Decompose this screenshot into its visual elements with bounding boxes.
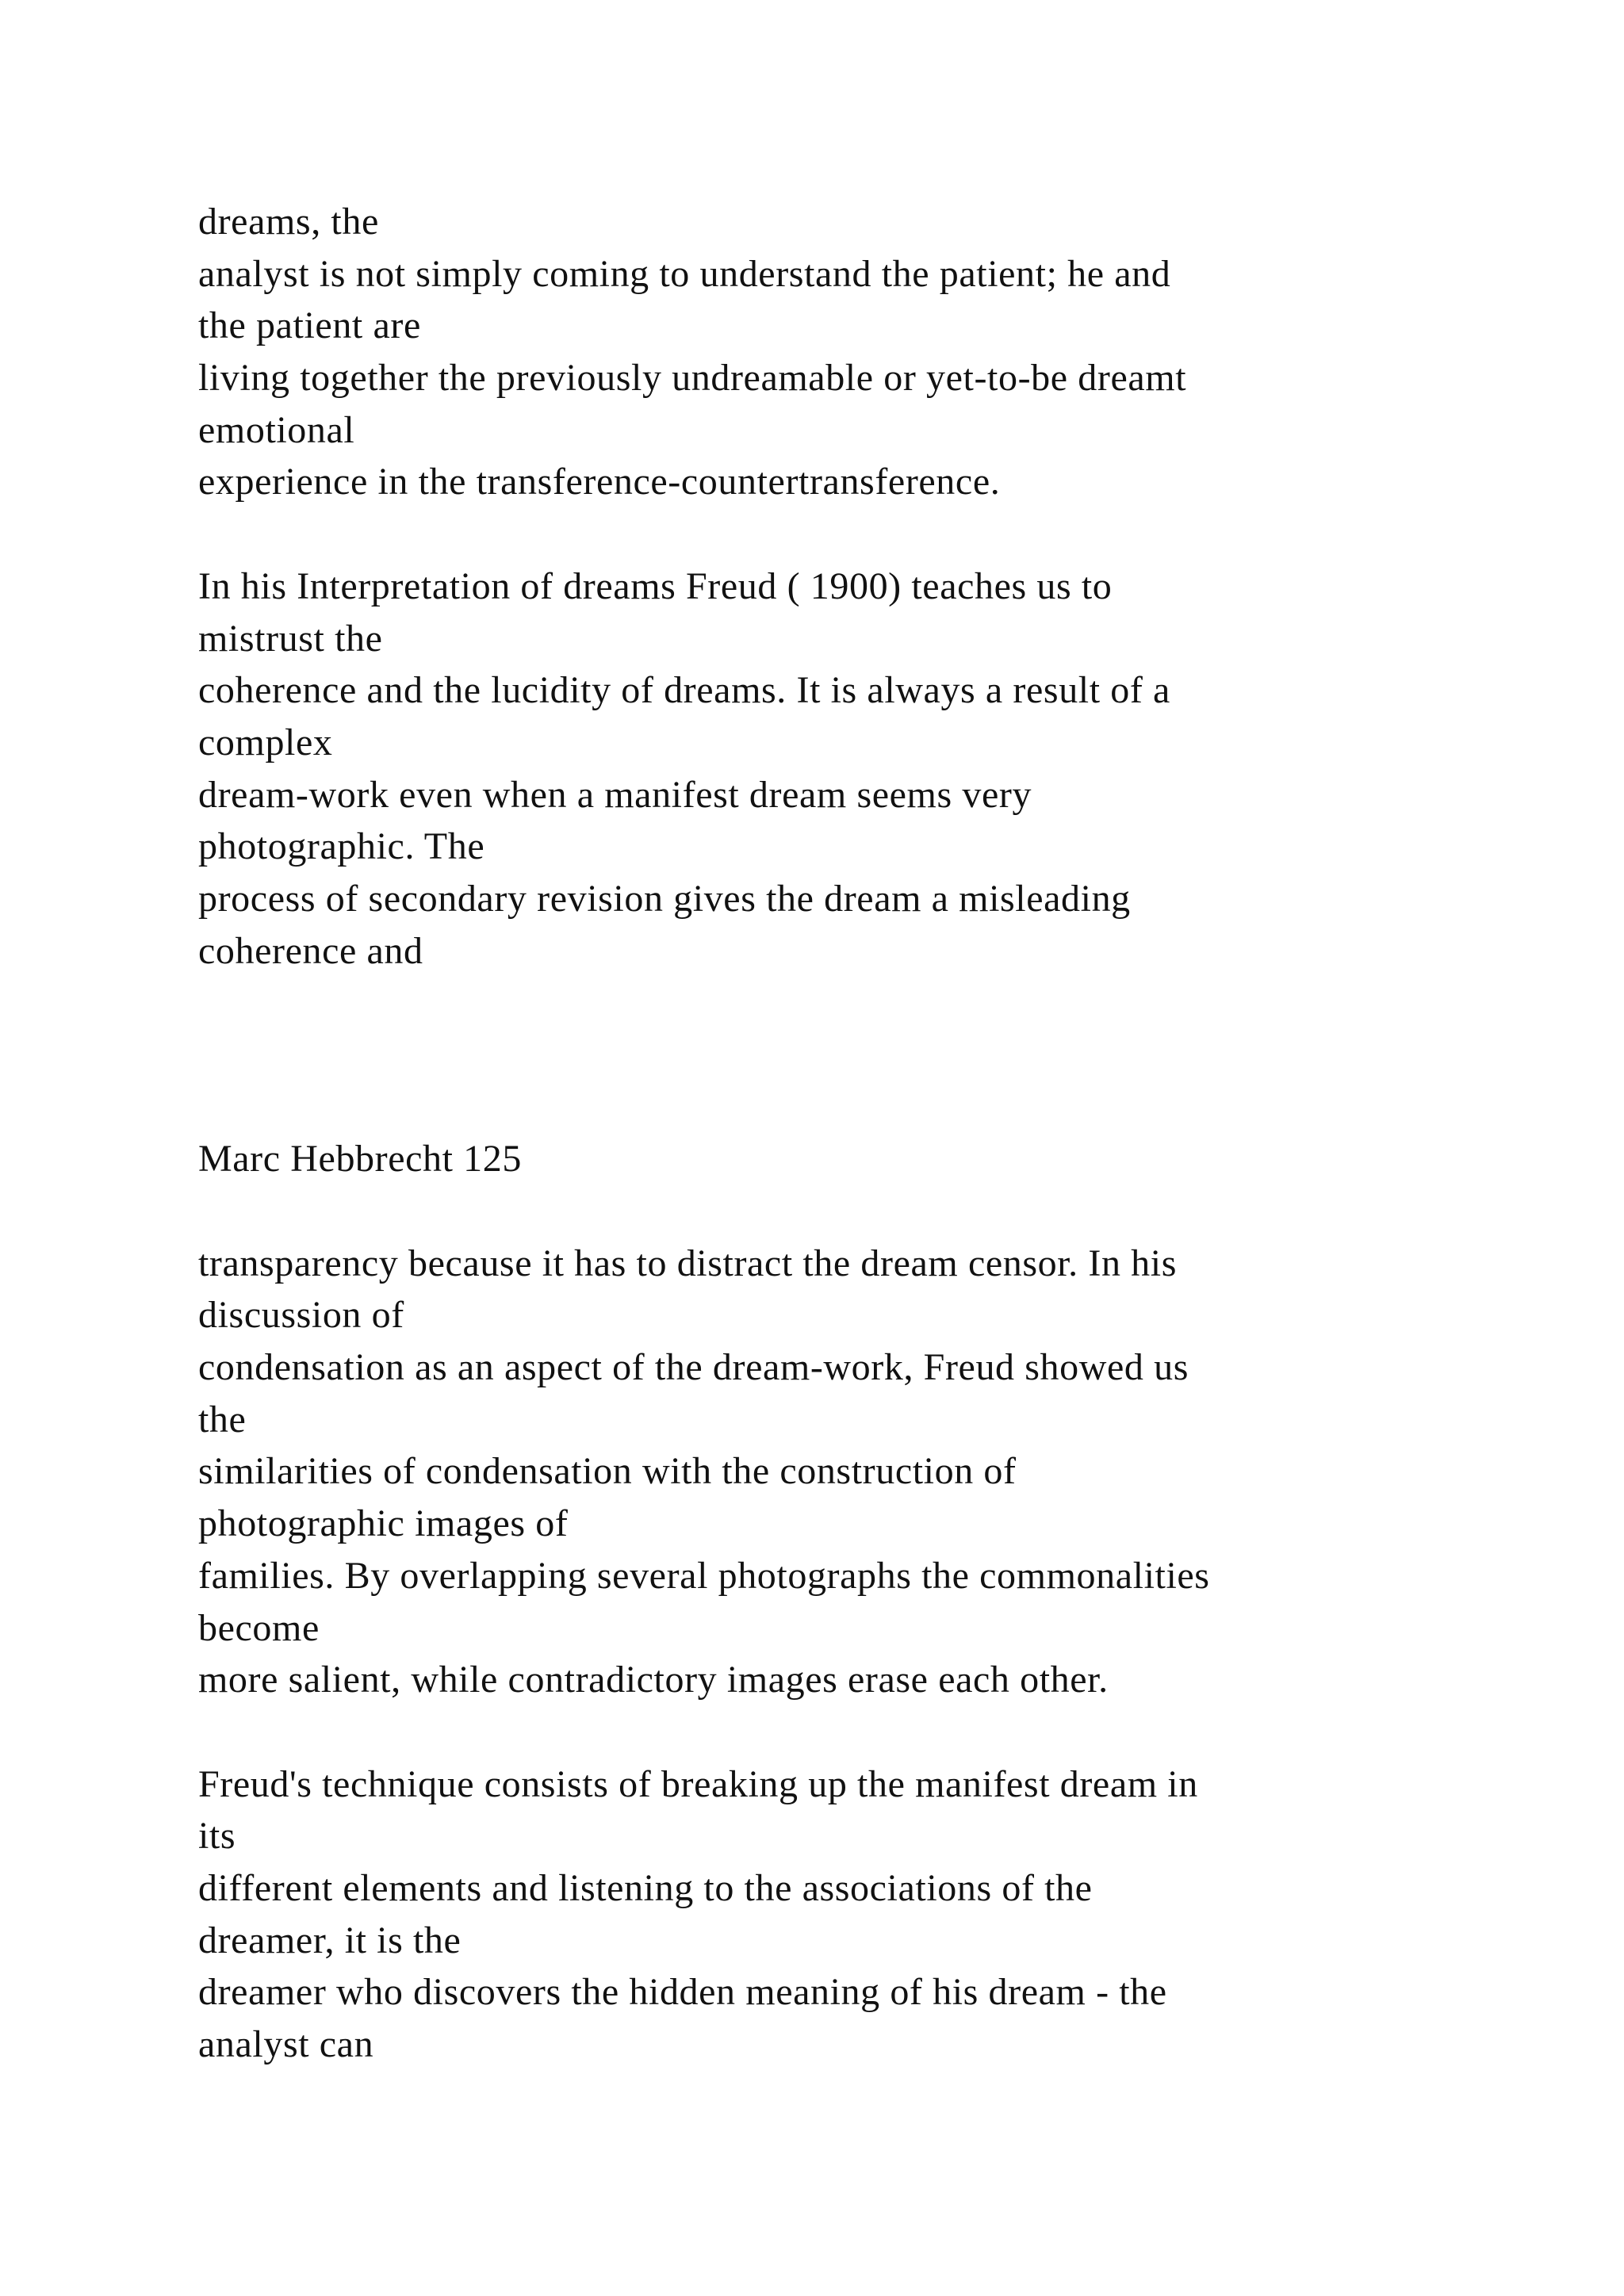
- text-line: dreams, the: [198, 201, 379, 243]
- text-line: different elements and listening to the associations of the: [198, 1866, 1093, 1909]
- text-line: coherence and: [198, 929, 423, 972]
- text-line: photographic. The: [198, 825, 485, 868]
- text-line: condensation as an aspect of the dream-work, Freud showed us: [198, 1346, 1189, 1389]
- paragraph-freud-technique: [198, 1758, 1507, 2071]
- text-line: coherence and the lucidity of dreams. It is always a result of a: [198, 669, 1170, 712]
- text-line: process of secondary revision gives the dream a misleading: [198, 877, 1131, 920]
- paragraph-spacer: [198, 1706, 1507, 1758]
- page-break-spacer: [198, 977, 1507, 1133]
- document-body: [198, 196, 1507, 2071]
- running-header: Marc Hebbrecht 125: [198, 1138, 522, 1181]
- text-line: mistrust the: [198, 617, 383, 660]
- text-line: the: [198, 1398, 247, 1441]
- text-line: families. By overlapping several photographs the commonalities: [198, 1554, 1210, 1597]
- text-line: dreamer, it is the: [198, 1919, 462, 1961]
- text-line: dreamer who discovers the hidden meaning of his dream - the: [198, 1971, 1167, 2014]
- paragraph-interpretation-of-dreams: [198, 561, 1507, 978]
- paragraph-dream-analysis: [198, 196, 1507, 508]
- text-line: complex: [198, 721, 333, 763]
- text-line: Freud's technique consists of breaking up the manifest dream in: [198, 1762, 1198, 1805]
- text-line: the patient are: [198, 304, 421, 347]
- paragraph-condensation: [198, 1238, 1507, 1706]
- text-line: dream-work even when a manifest dream seems very: [198, 773, 1032, 816]
- paragraph-spacer: [198, 508, 1507, 561]
- text-line: emotional: [198, 408, 355, 451]
- text-line: photographic images of: [198, 1502, 569, 1545]
- text-line: more salient, while contradictory images erase each other.: [198, 1659, 1109, 1701]
- text-line: transparency because it has to distract the dream censor. In his: [198, 1242, 1177, 1284]
- paragraph-spacer: [198, 1185, 1507, 1238]
- text-line: discussion of: [198, 1294, 404, 1337]
- text-line: experience in the transference-countertransference.: [198, 461, 1001, 503]
- text-line: living together the previously undreamable or yet-to-be dreamt: [198, 357, 1187, 400]
- text-line: analyst can: [198, 2023, 374, 2065]
- text-line: its: [198, 1815, 236, 1858]
- text-line: In his Interpretation of dreams Freud ( 1900) teaches us to: [198, 564, 1113, 607]
- text-line: analyst is not simply coming to understand the patient; he and: [198, 252, 1171, 295]
- text-line: become: [198, 1606, 320, 1649]
- text-line: similarities of condensation with the construction of: [198, 1450, 1017, 1493]
